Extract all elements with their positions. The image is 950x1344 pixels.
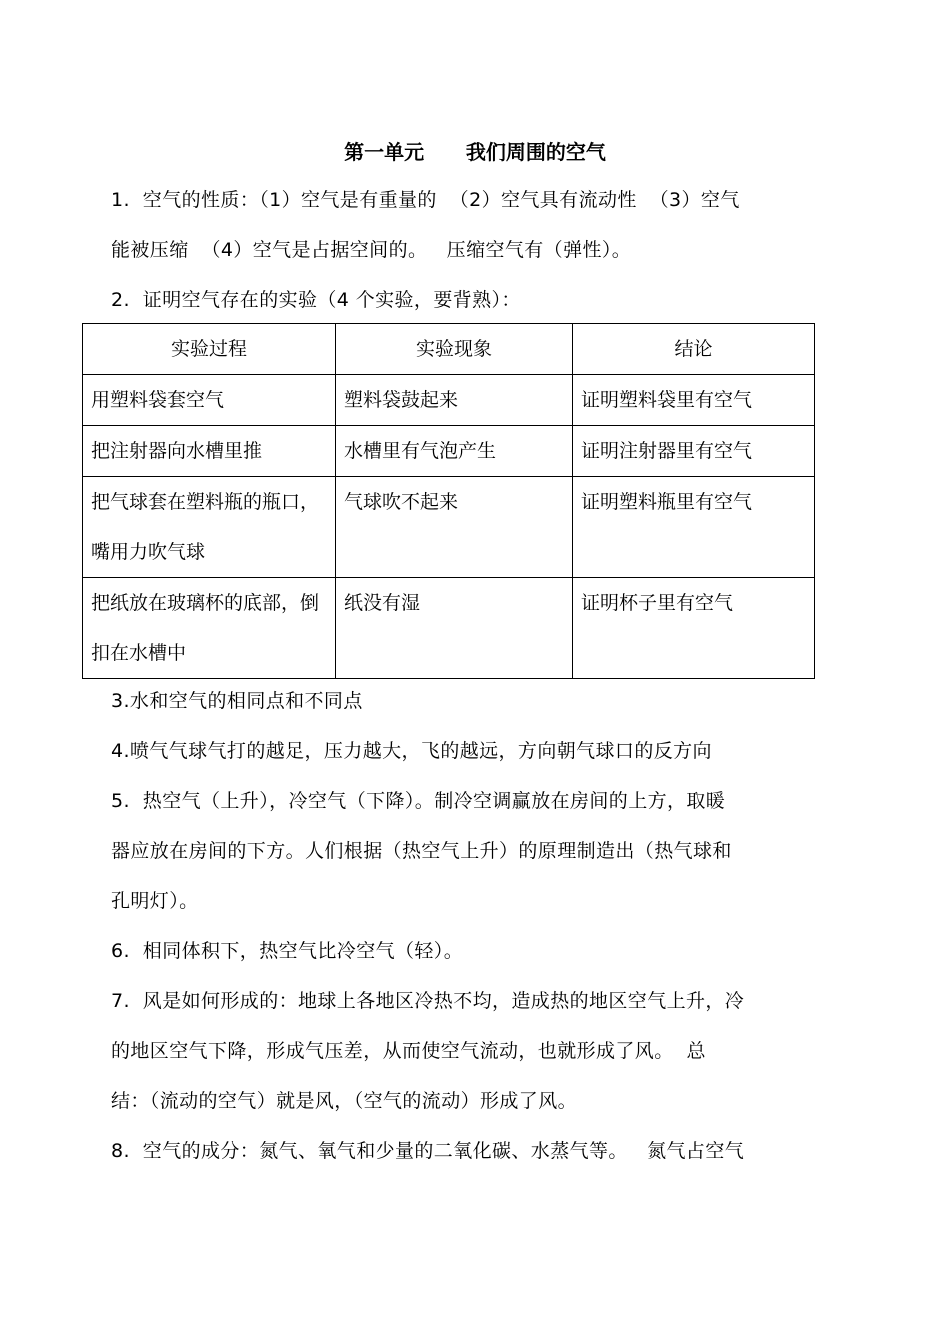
table-cell	[83, 477, 336, 578]
table-cell	[573, 578, 815, 679]
paragraph-line: 结：（流动的空气）就是风，（空气的流动）形成了风。	[111, 1090, 578, 1112]
paragraph-line: 2. 证明空气存在的实验（4 个实验，要背熟）：	[111, 289, 521, 311]
paragraph-line: 5. 热空气（上升），冷空气（下降）。制冷空调赢放在房间的上方，取暖	[111, 790, 726, 812]
paragraph-line: 7. 风是如何形成的：地球上各地区冷热不均，造成热的地区空气上升，冷	[111, 990, 745, 1012]
table-cell	[336, 375, 573, 426]
paragraph-line: 的地区空气下降，形成气压差，从而使空气流动，也就形成了风。 总	[111, 1040, 706, 1062]
paragraph-line: 6. 相同体积下，热空气比冷空气（轻）。	[111, 940, 464, 962]
table-header-row	[83, 324, 815, 375]
cell-text: 纸没有湿	[344, 592, 421, 614]
table-cell	[573, 375, 815, 426]
cell-text: 水槽里有气泡产生	[344, 440, 497, 462]
table-cell	[336, 477, 573, 578]
table-cell	[83, 426, 336, 477]
table-header-cell: 实验现象	[336, 324, 573, 375]
paragraph-line: 8. 空气的成分：氮气、氧气和少量的二氧化碳、水蒸气等。 氮气占空气	[111, 1140, 745, 1162]
cell-text: 证明塑料瓶里有空气	[581, 491, 753, 513]
table-header-cell: 结论	[573, 324, 815, 375]
table-row	[83, 477, 815, 578]
table-cell	[573, 477, 815, 578]
cell-text: 气球吹不起来	[344, 491, 459, 513]
table-row	[83, 578, 815, 679]
table-row	[83, 375, 815, 426]
cell-text: 证明杯子里有空气	[581, 592, 734, 614]
paragraph-line: 能被压缩 （4）空气是占据空间的。 压缩空气有（弹性）。	[111, 239, 632, 261]
table-cell	[83, 578, 336, 679]
table-header-cell: 实验过程	[83, 324, 336, 375]
cell-text: 把注射器向水槽里推	[91, 440, 263, 462]
paragraph-line: 1. 空气的性质：（1）空气是有重量的 （2）空气具有流动性 （3）空气	[111, 189, 740, 211]
table-cell	[336, 426, 573, 477]
paragraph-line: 4.喷气气球气打的越足，压力越大，飞的越远，方向朝气球口的反方向	[111, 740, 712, 762]
cell-text: 塑料袋鼓起来	[344, 389, 459, 411]
paragraph-line: 器应放在房间的下方。人们根据（热空气上升）的原理制造出（热气球和	[111, 840, 732, 862]
table-cell	[83, 375, 336, 426]
page-title: 第一单元 我们周围的空气	[344, 140, 606, 164]
paragraph-line: 3.水和空气的相同点和不同点	[111, 690, 363, 712]
cell-text: 证明注射器里有空气	[581, 440, 753, 462]
experiment-table	[82, 323, 815, 679]
table-cell	[336, 578, 573, 679]
cell-text: 把纸放在玻璃杯的底部，倒扣在水槽中	[91, 592, 320, 664]
cell-text: 用塑料袋套空气	[91, 389, 225, 411]
table-cell	[573, 426, 815, 477]
cell-text: 证明塑料袋里有空气	[581, 389, 753, 411]
paragraph-line: 孔明灯）。	[111, 890, 199, 912]
table-row	[83, 426, 815, 477]
cell-text: 把气球套在塑料瓶的瓶口，嘴用力吹气球	[91, 491, 320, 563]
